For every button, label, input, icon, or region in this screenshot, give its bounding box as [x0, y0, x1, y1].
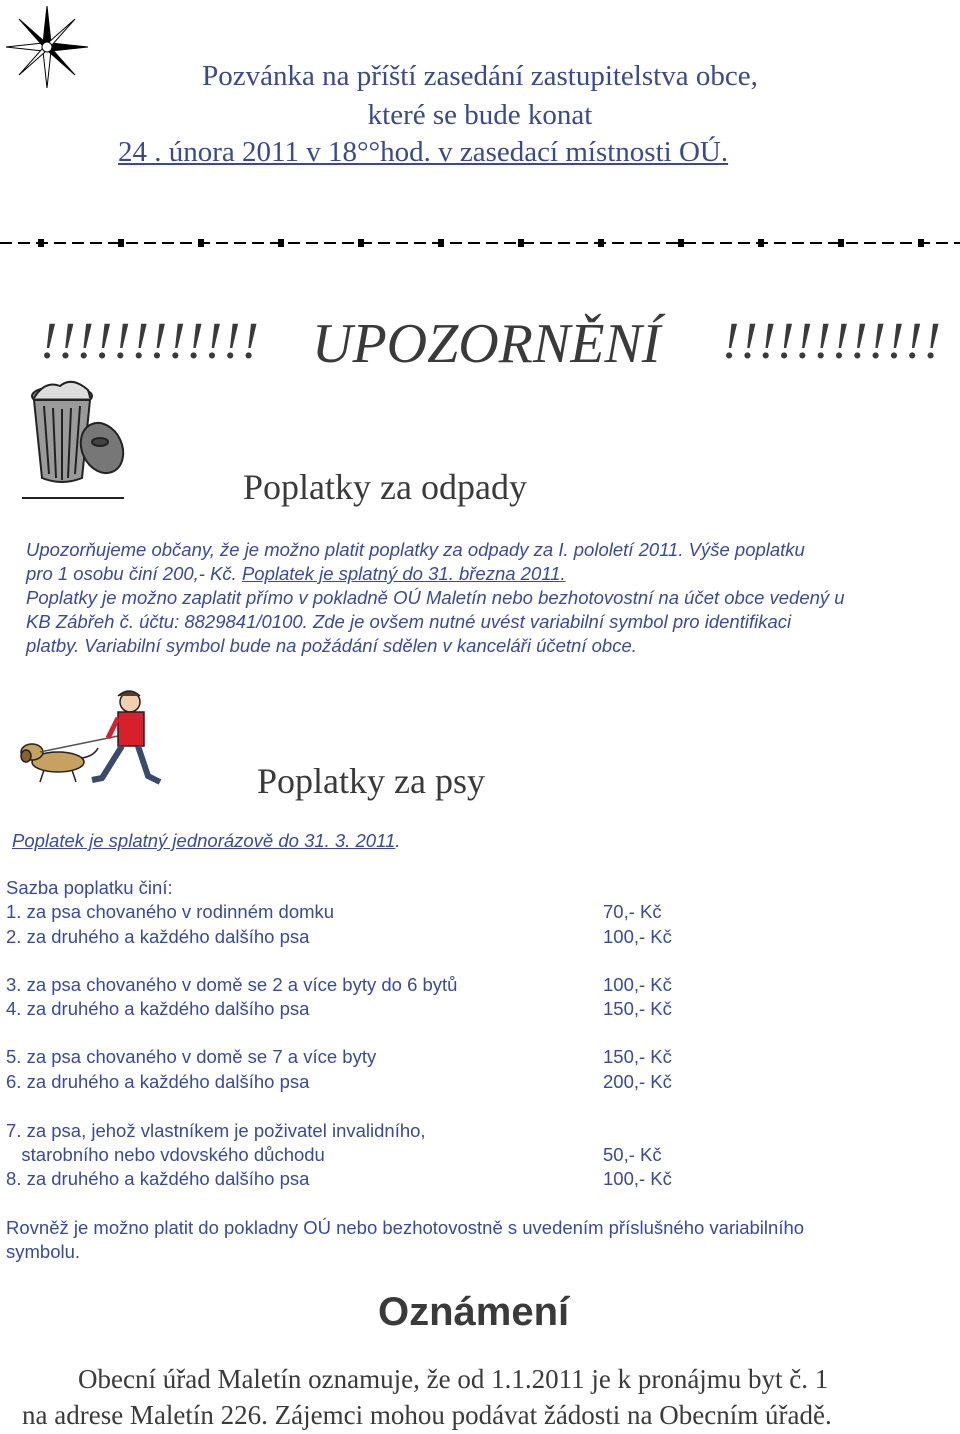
rate-item-amount: 150,- Kč [603, 998, 672, 1019]
divider-dot [38, 239, 44, 247]
announcement-line-1: Obecní úřad Maletín oznamuje, že od 1.1.2011 je k pronájmu byt č. 1 [78, 1364, 829, 1394]
divider-dot [438, 239, 444, 247]
divider-dot [838, 239, 844, 247]
rate-item-amount: 50,- Kč [603, 1144, 662, 1165]
dog-fees-heading: Poplatky za psy [257, 761, 485, 801]
rate-item-label: 2. za druhého a každého dalšího psa [6, 926, 310, 947]
exclamation-marks-left: !!!!!!!!!!!! [40, 313, 260, 370]
waste-text-line: Poplatky je možno zaplatit přímo v pokladně OÚ Maletín nebo bezhotovostní na účet obce vedený u [26, 587, 845, 608]
dashed-divider [0, 232, 960, 252]
divider-dot [118, 239, 124, 247]
rate-item-label: starobního nebo vdovského důchodu [6, 1144, 325, 1165]
dog-due-date [12, 830, 400, 852]
payment-note-line: Rovněž je možno platit do pokladny OÚ nebo bezhotovostně s uvedením příslušného variabilního [6, 1217, 805, 1238]
divider-dot [358, 239, 364, 247]
payment-note-line: symbolu. [6, 1241, 81, 1262]
divider-dot [918, 239, 924, 247]
rate-item-label: 7. za psa, jehož vlastníkem je poživatel invalidního, [6, 1120, 426, 1141]
waste-due-date: Poplatek je splatný do 31. března 2011. [241, 563, 566, 584]
divider-dot [758, 239, 764, 247]
divider-dot [518, 239, 524, 247]
invitation-line-1: Pozvánka na příští zasedání zastupitelstva obce, [202, 60, 758, 92]
announcement-line-2: na adrese Maletín 226. Zájemci mohou podávat žádosti na Obecním úřadě. [22, 1400, 832, 1430]
waste-text-line: platby. Variabilní symbol bude na požádání sdělen v kanceláři účetní obce. [26, 635, 637, 656]
rate-item-amount: 100,- Kč [603, 1168, 672, 1189]
invitation-line-3: 24 . února 2011 v 18°°hod. v zasedací místnosti OÚ. [118, 136, 729, 168]
rate-item-amount: 100,- Kč [603, 974, 672, 995]
divider-dot [598, 239, 604, 247]
rate-item-label: 5. za psa chovaného v domě se 7 a více byty [6, 1046, 377, 1067]
waste-text-line: pro 1 osobu činí 200,- Kč. [26, 563, 237, 584]
rate-item-label: 1. za psa chovaného v rodinném domku [6, 901, 335, 922]
waste-text-line: Upozorňujeme občany, že je možno platit poplatky za odpady za I. pololetí 2011. Výše poplatku [26, 539, 805, 560]
trash-can-icon [20, 374, 130, 502]
rate-item-label: 3. za psa chovaného v domě se 2 a více byty do 6 bytů [6, 974, 458, 995]
dog-due-date-end: . [395, 830, 401, 851]
announcement-heading: Oznámení [378, 1290, 570, 1334]
waste-fees-heading: Poplatky za odpady [243, 467, 527, 507]
rate-item-label: 6. za druhého a každého dalšího psa [6, 1071, 310, 1092]
invitation-line-2: které se bude konat [367, 99, 593, 131]
rate-item-amount: 200,- Kč [603, 1071, 672, 1092]
warning-title: UPOZORNĚNÍ [312, 313, 661, 375]
dog-walker-illustration [18, 686, 168, 792]
rate-label: Sazba poplatku činí: [6, 877, 173, 898]
waste-text-line: KB Zábřeh č. účtu: 8829841/0100. Zde je ovšem nutné uvést variabilní symbol pro identifikaci [26, 611, 792, 632]
rate-item-amount: 70,- Kč [603, 901, 662, 922]
divider-dot [198, 239, 204, 247]
waste-text-line-group [26, 562, 566, 586]
rate-item-amount: 150,- Kč [603, 1046, 672, 1067]
rate-item-amount: 100,- Kč [603, 926, 672, 947]
rate-item-label: 8. za druhého a každého dalšího psa [6, 1168, 310, 1189]
divider-dot [278, 239, 284, 247]
rate-item-label: 4. za druhého a každého dalšího psa [6, 998, 310, 1019]
dog-due-date-text: Poplatek je splatný jednorázově do 31. 3. 2011 [12, 830, 396, 851]
divider-dot [678, 239, 684, 247]
exclamation-marks-right: !!!!!!!!!!!! [722, 313, 942, 370]
